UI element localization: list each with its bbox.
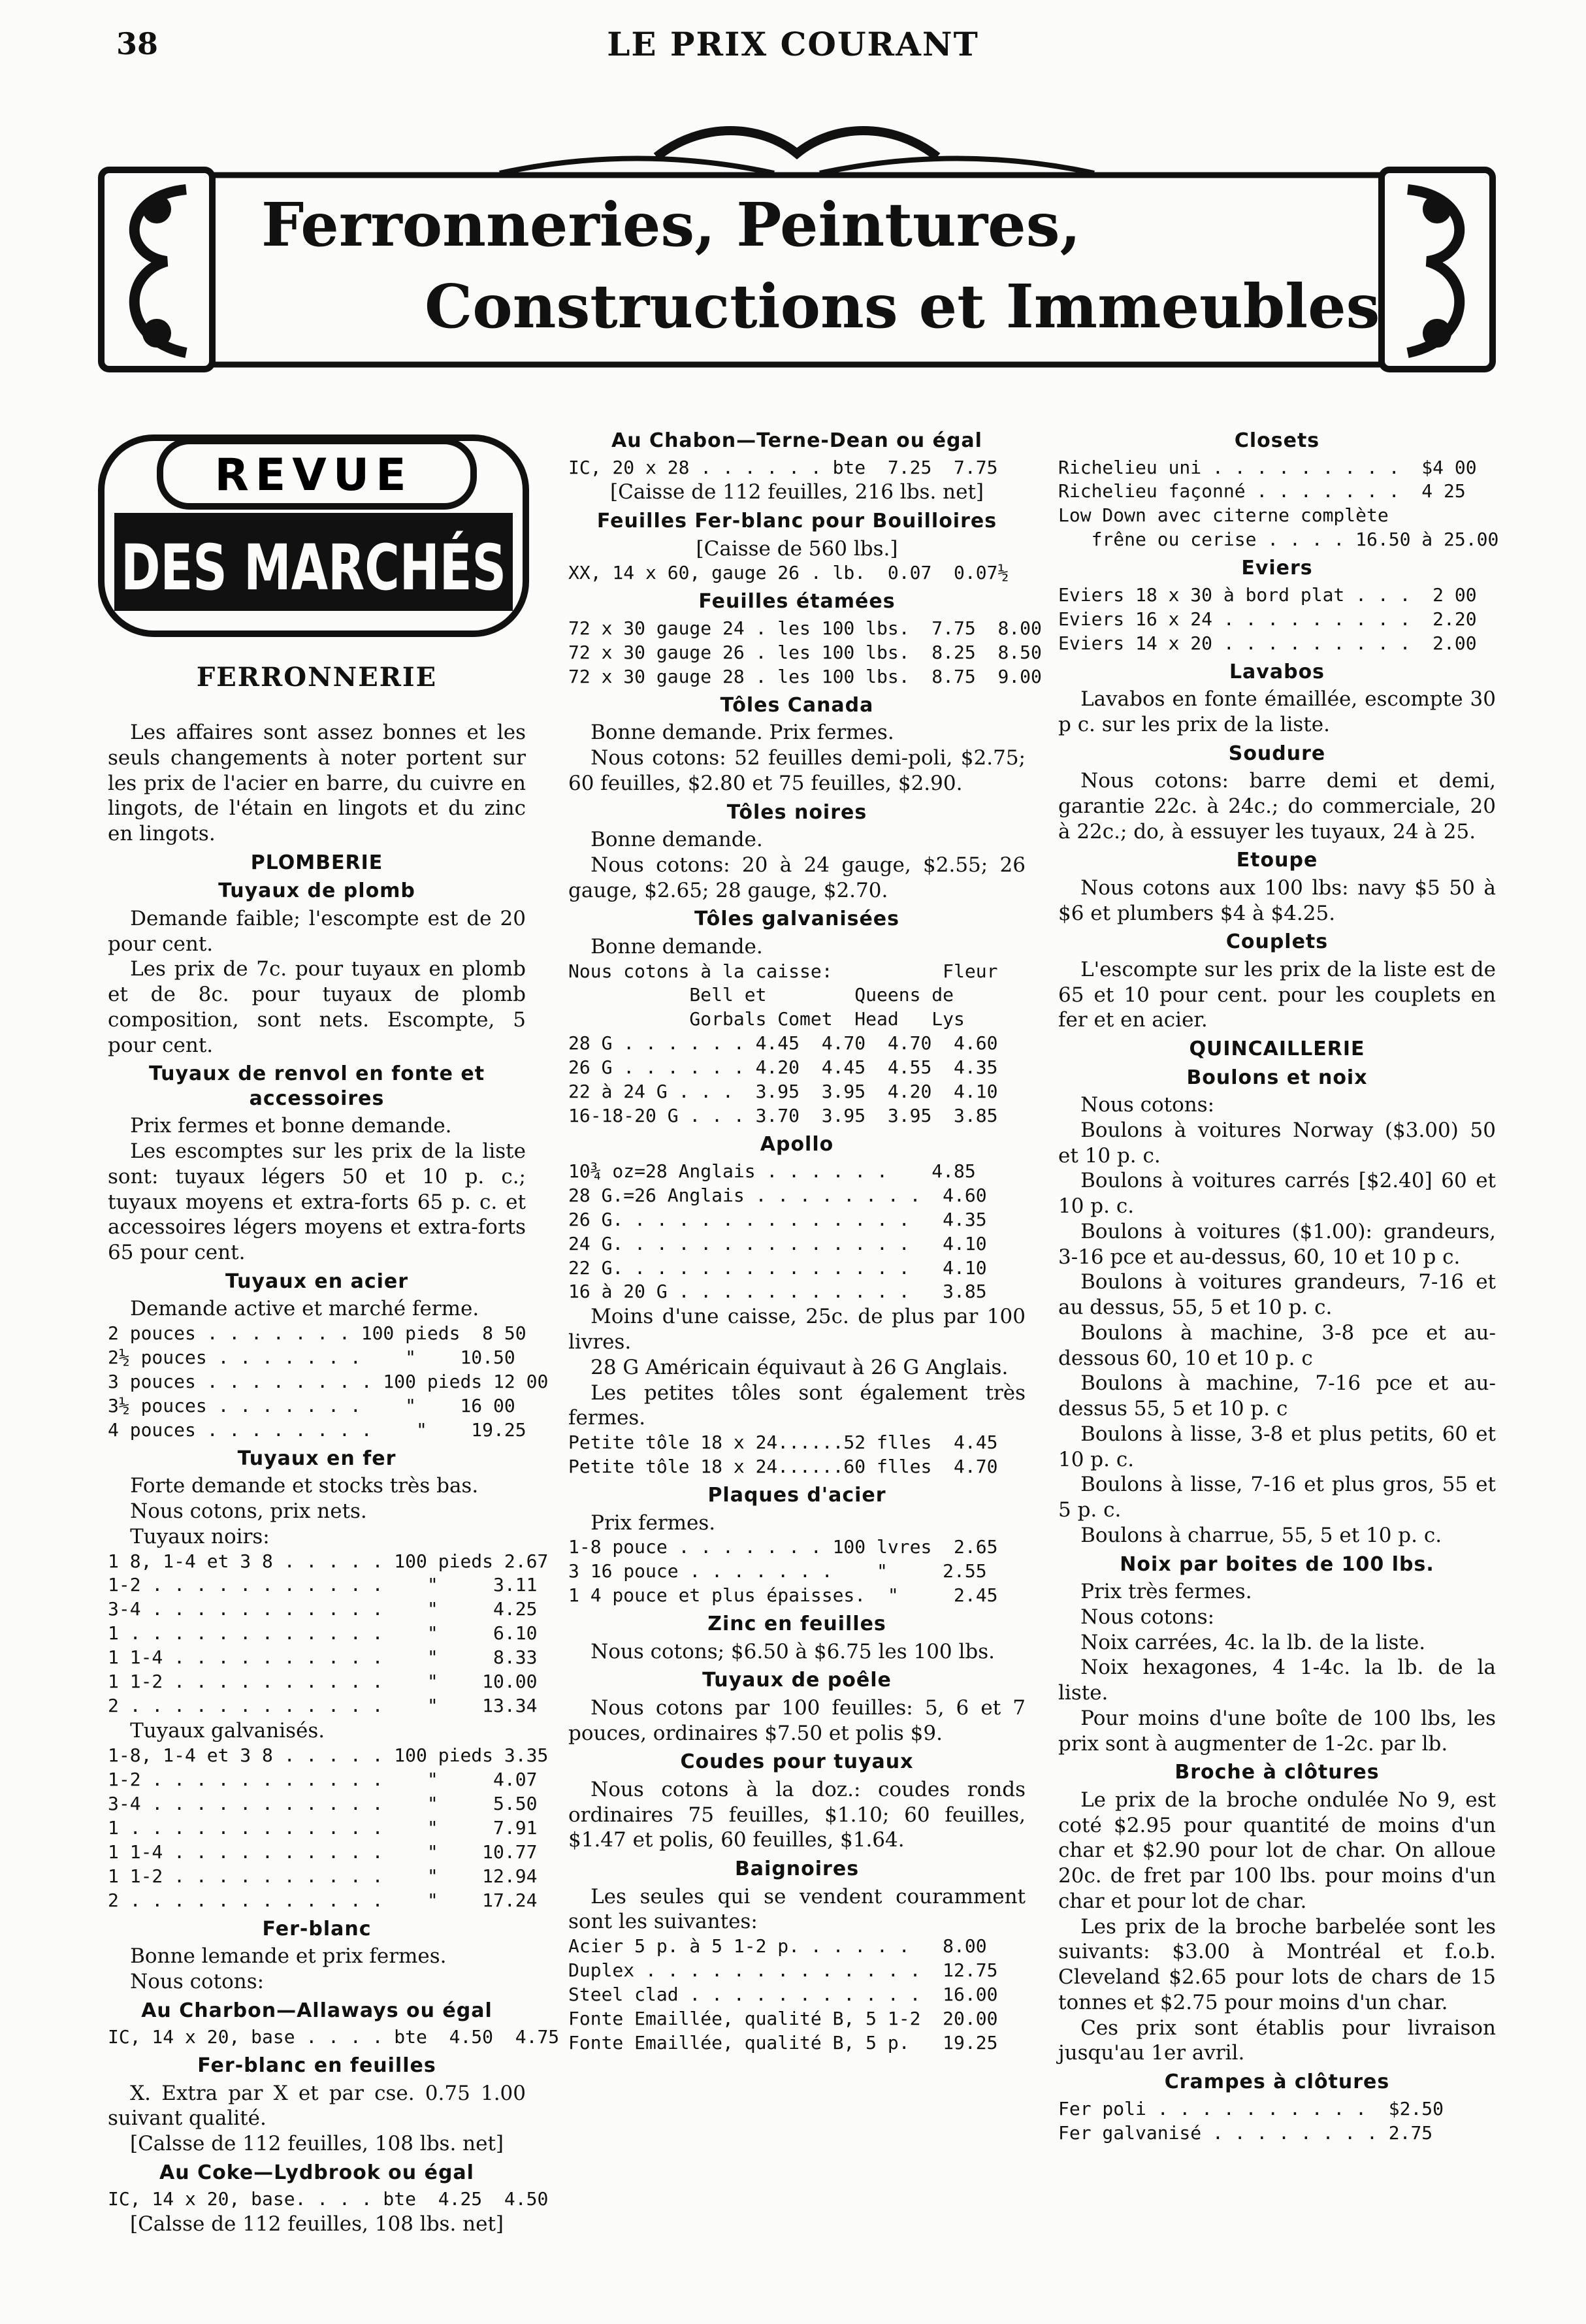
paragraph: Bonne lemande et prix fermes.	[130, 1944, 447, 1969]
section-heading: Lavabos	[1229, 660, 1325, 683]
paragraph: Noix carrées, 4c. la lb. de la liste.	[1080, 1630, 1426, 1654]
section-heading: Baignoires	[734, 1858, 860, 1881]
paragraph: Nous cotons:	[1080, 1093, 1215, 1117]
revue-logo-bottom: DES MARCHÉS	[121, 531, 629, 604]
paragraph: Boulons à machine, 3-8 pce et au-dessous 60, 10 et 10 p. c	[1058, 1320, 1496, 1370]
section-heading: Eviers	[1241, 557, 1313, 580]
section-heading: Zinc en feuilles	[707, 1612, 886, 1636]
section-heading: Feuilles étamées	[698, 590, 896, 614]
section-heading: Au Charbon—Allaways ou égal	[141, 1999, 493, 2022]
price-list: Fer poli . . . . . . . . . . $2.50 Fer galvanisé . . . . . . . . 2.75	[1058, 2097, 1444, 2144]
paragraph: 28 G Américain équivaut à 26 G Anglais.	[591, 1355, 1009, 1379]
section-heading: Closets	[1234, 429, 1320, 452]
paragraph: Prix fermes.	[591, 1511, 716, 1535]
page-number: 38	[116, 26, 159, 61]
price-list: XX, 14 x 60, gauge 26 . lb. 0.07 0.07½	[568, 562, 1009, 584]
paragraph: Nous cotons par 100 feuilles: 5, 6 et 7 pouces, ordinaires $7.50 et polis $9.	[568, 1695, 1026, 1745]
price-list: 1 8, 1-4 et 3 8 . . . . . 100 pieds 2.67 1-2 . . . . . . . . . . . " 3.11 3-4 . . . . . . . . . . . " 4.25 1 . . . . . . . . . . . . " 6.10 1 1-4 . . . . . . . . . . " 8.33 1 1-2 . . . . . . . . . . " 10.00 2 . . . . . . . . . . . . " 13.34	[108, 1550, 549, 1717]
paragraph: Lavabos en fonte émaillée, escompte 30 p c. sur les prix de la liste.	[1058, 687, 1496, 736]
revue-logo-top: REVUE	[214, 450, 413, 501]
price-list: Acier 5 p. à 5 1-2 p. . . . . . 8.00 Duplex . . . . . . . . . . . . . 12.75 Steel clad . . . . . . . . . . . 16.00 Fonte Emaillée, qualité B, 5 1-2 20.00 Fonte Emaillée, qualité B, 5 p. 19.25	[568, 1935, 998, 2054]
paragraph: Nous cotons: barre demi et demi, garantie 22c. à 24c.; do commerciale, 20 à 22c.; do, à essuyer les tuyaux, 24 à 25.	[1058, 769, 1496, 843]
paragraph: Bonne demande.	[591, 934, 763, 958]
paragraph: Nous cotons; $6.50 à $6.75 les 100 lbs.	[591, 1639, 995, 1663]
paragraph: L'escompte sur les prix de la liste est de 65 et 10 pour cent. pour les couplets en fer et en acier.	[1058, 957, 1496, 1032]
paragraph: Moins d'une caisse, 25c. de plus par 100 livres.	[568, 1305, 1026, 1354]
section-heading: Tuyaux de renvol en fonte et accessoires	[148, 1062, 485, 1110]
price-list: 28 G . . . . . . 4.45 4.70 4.70 4.60 26 G . . . . . . 4.20 4.45 4.55 4.35 22 à 24 G . . . 3.95 3.95 4.20 4.10 16-18-20 G . . . 3.70 3.95 3.95 3.85	[568, 1032, 998, 1127]
banner-line-2: Constructions et Immeubles	[425, 271, 1380, 342]
section-heading: Tôles galvanisées	[694, 908, 900, 931]
section-heading: Au Coke—Lydbrook ou égal	[159, 2161, 474, 2184]
section-heading: Plaques d'acier	[707, 1484, 886, 1507]
paragraph: Tuyaux galvanisés.	[130, 1719, 325, 1743]
section-heading: Fer-blanc en feuilles	[197, 2054, 436, 2078]
section-heading: Apollo	[760, 1133, 834, 1156]
paragraph: Boulons à charrue, 55, 5 et 10 p. c.	[1080, 1523, 1442, 1547]
note-line: [Caisse de 112 feuilles, 216 lbs. net]	[609, 480, 984, 504]
section-heading: Tuyaux de poêle	[702, 1669, 892, 1692]
paragraph: Les petites tôles sont également très fermes.	[568, 1381, 1026, 1430]
column-1	[108, 653, 560, 2237]
price-list: Nous cotons à la caisse: Fleur Bell et Queens de Gorbals Comet Head Lys	[568, 960, 998, 1030]
note-line: [Calsse de 112 feuilles, 108 lbs. net]	[129, 2132, 504, 2156]
section-heading: Feuilles Fer-blanc pour Bouilloires	[596, 510, 997, 533]
section-heading: Tuyaux en acier	[225, 1269, 409, 1293]
section-heading: Tuyaux de plomb	[218, 879, 415, 903]
paragraph: Nous cotons aux 100 lbs: navy $5 50 à $6 et plumbers $4 à $4.25.	[1058, 876, 1496, 925]
paragraph: Le prix de la broche ondulée No 9, est coté $2.95 pour quantité de moins d'un char et $2.90 pour lot de char. On alloue 20c. de fret par 100 lbs. pour moins d'un char et pour lot de char.	[1058, 1788, 1496, 1913]
paragraph: Demande active et marché ferme.	[130, 1297, 479, 1321]
paragraph: Boulons à lisse, 3-8 et plus petits, 60 et 10 p. c.	[1058, 1422, 1496, 1471]
paragraph: Prix très fermes.	[1080, 1580, 1252, 1604]
section-heading: Coudes pour tuyaux	[680, 1750, 914, 1774]
price-list: 10¾ oz=28 Anglais . . . . . . 4.85 28 G.=26 Anglais . . . . . . . . 4.60 26 G. . . . . . . . . . . . . . 4.35 24 G. . . . . . . . . . . . . . 4.10 22 G. . . . . . . . . . . . . . 4.10 16 à 20 G . . . . . . . . . . . 3.85	[568, 1160, 987, 1303]
section-heading: QUINCAILLERIE	[1189, 1038, 1365, 1061]
price-list: IC, 14 x 20, base. . . . bte 4.25 4.50	[108, 2188, 549, 2210]
paragraph: Les prix de la broche barbelée sont les suivants: $3.00 à Montréal et f.o.b. Cleveland $2.65 pour lots de chars de 15 tonnes et $2.75 pour moins d'un char.	[1058, 1914, 1496, 2014]
section-heading: Soudure	[1228, 742, 1326, 765]
banner-line-1: Ferronneries, Peintures,	[261, 189, 1081, 260]
paragraph: Boulons à voitures ($1.00): grandeurs, 3-16 pce et au-dessus, 60, 10 et 10 p c.	[1058, 1219, 1496, 1269]
journal-title: LE PRIX COURANT	[607, 25, 979, 63]
paragraph: Nous cotons: 52 feuilles demi-poli, $2.75; 60 feuilles, $2.80 et 75 feuilles, $2.90.	[568, 746, 1026, 795]
paragraph: Nous cotons:	[1080, 1605, 1215, 1629]
price-list: IC, 14 x 20, base . . . . bte 4.50 4.75	[108, 2026, 560, 2048]
price-list: 1-8 pouce . . . . . . . 100 lvres 2.65 3 16 pouce . . . . . . . " 2.55 1 4 pouce et plus épaisses. " 2.45	[568, 1536, 998, 1607]
price-list: Richelieu uni . . . . . . . . . $4 00 Richelieu façonné . . . . . . . 4 25 Low Down avec citerne complète frêne ou cerise . . . . 16.50 à 25.00	[1058, 456, 1499, 551]
section-heading: Broche à clôtures	[1174, 1761, 1380, 1784]
paragraph: Les escomptes sur les prix de la liste sont: tuyaux légers 50 et 10 p. c.; tuyaux moyens et extra-forts 65 p. c. et accessoires légers moyens et extra-forts 65 pour cent.	[108, 1139, 526, 1264]
paragraph: Les seules qui se vendent couramment sont les suivantes:	[568, 1884, 1026, 1934]
paragraph: Pour moins d'une boîte de 100 lbs, les prix sont à augmenter de 1-2c. par lb.	[1058, 1706, 1496, 1756]
paragraph: Tuyaux noirs:	[130, 1524, 270, 1548]
price-list: 2 pouces . . . . . . . 100 pieds 8 50 2½ pouces . . . . . . . " 10.50 3 pouces . . . . . . . . 100 pieds 12 00 3½ pouces . . . . . . . " 16 00 4 pouces . . . . . . . . " 19.25	[108, 1322, 549, 1441]
paragraph: Les affaires sont assez bonnes et les seuls changements à noter portent sur les prix de l'acier en barre, du cuivre en lingots, de l'étain en lingots et du zinc en lingots.	[108, 721, 526, 845]
paragraph: Prix fermes et bonne demande.	[130, 1114, 452, 1138]
paragraph: Forte demande et stocks très bas.	[130, 1474, 479, 1498]
section-heading: Boulons et noix	[1186, 1066, 1368, 1089]
note-line: [Calsse de 112 feuilles, 108 lbs. net]	[129, 2212, 504, 2236]
price-list: IC, 20 x 28 . . . . . . bte 7.25 7.75	[568, 456, 998, 478]
paragraph: Nous cotons: 20 à 24 gauge, $2.55; 26 gauge, $2.65; 28 gauge, $2.70.	[568, 853, 1026, 902]
paragraph: Ces prix sont établis pour livraison jusqu'au 1er avril.	[1058, 2016, 1496, 2065]
paragraph: X. Extra par X et par cse. 0.75 1.00 suivant qualité.	[108, 2081, 526, 2131]
paragraph: Boulons à lisse, 7-16 et plus gros, 55 et 5 p. c.	[1058, 1473, 1496, 1522]
section-heading: Au Chabon—Terne-Dean ou égal	[611, 429, 982, 452]
column-2	[568, 425, 1042, 2055]
paragraph: Boulons à voitures carrés [$2.40] 60 et 10 p. c.	[1058, 1169, 1496, 1219]
price-list: 1-8, 1-4 et 3 8 . . . . . 100 pieds 3.35 1-2 . . . . . . . . . . . " 4.07 3-4 . . . . . . . . . . . " 5.50 1 . . . . . . . . . . . . " 7.91 1 1-4 . . . . . . . . . . " 10.77 1 1-2 . . . . . . . . . . " 12.94 2 . . . . . . . . . . . . " 17.24	[108, 1744, 549, 1911]
note-line: [Caisse de 560 lbs.]	[696, 536, 898, 561]
price-list: 72 x 30 gauge 24 . les 100 lbs. 7.75 8.00 72 x 30 gauge 26 . les 100 lbs. 8.25 8.50 72 x 30 gauge 28 . les 100 lbs. 8.75 9.00	[568, 617, 1042, 687]
section-heading: Etoupe	[1236, 849, 1318, 872]
paragraph: Boulons à voitures grandeurs, 7-16 et au dessus, 55, 5 et 10 p. c.	[1058, 1270, 1496, 1320]
paragraph: Boulons à machine, 7-16 pce et au-dessus 55, 5 et 10 p. c	[1058, 1371, 1496, 1421]
section-heading: Fer-blanc	[262, 1917, 372, 1940]
revue-des-marches-logo	[95, 425, 629, 640]
paragraph: Bonne demande.	[591, 828, 763, 852]
paragraph: Nous cotons:	[130, 1969, 265, 1993]
section-heading: Couplets	[1225, 930, 1329, 954]
paragraph: Boulons à voitures Norway ($3.00) 50 et 10 p. c.	[1058, 1118, 1496, 1168]
section-heading: Tuyaux en fer	[237, 1447, 396, 1470]
section-heading: Tôles Canada	[720, 693, 874, 717]
section-heading: Noix par boites de 100 lbs.	[1120, 1552, 1434, 1576]
price-list: Petite tôle 18 x 24......52 flles 4.45 Petite tôle 18 x 24......60 flles 4.70	[568, 1432, 998, 1478]
column-3	[1058, 425, 1499, 2146]
paragraph: Demande faible; l'escompte est de 20 pour cent.	[108, 906, 526, 956]
price-list: Eviers 18 x 30 à bord plat . . . 2 00 Eviers 16 x 24 . . . . . . . . . 2.20 Eviers 14 x 20 . . . . . . . . . 2.00	[1058, 583, 1477, 654]
section-heading: Crampes à clôtures	[1164, 2070, 1390, 2094]
section-heading: PLOMBERIE	[250, 851, 383, 874]
paragraph: Bonne demande. Prix fermes.	[591, 721, 894, 745]
section-heading: Tôles noires	[726, 800, 867, 824]
paragraph: Les prix de 7c. pour tuyaux en plomb et de 8c. pour tuyaux de plomb composition, sont nets. Escompte, 5 pour cent.	[108, 957, 526, 1057]
paragraph: Nous cotons à la doz.: coudes ronds ordinaires 75 feuilles, $1.10; 60 feuilles, $1.47 et polis, 60 feuilles, $1.64.	[568, 1777, 1026, 1852]
main-heading: FERRONNERIE	[196, 662, 438, 693]
paragraph: Noix hexagones, 4 1-4c. la lb. de la liste.	[1058, 1656, 1496, 1705]
paragraph: Nous cotons, prix nets.	[130, 1499, 367, 1524]
